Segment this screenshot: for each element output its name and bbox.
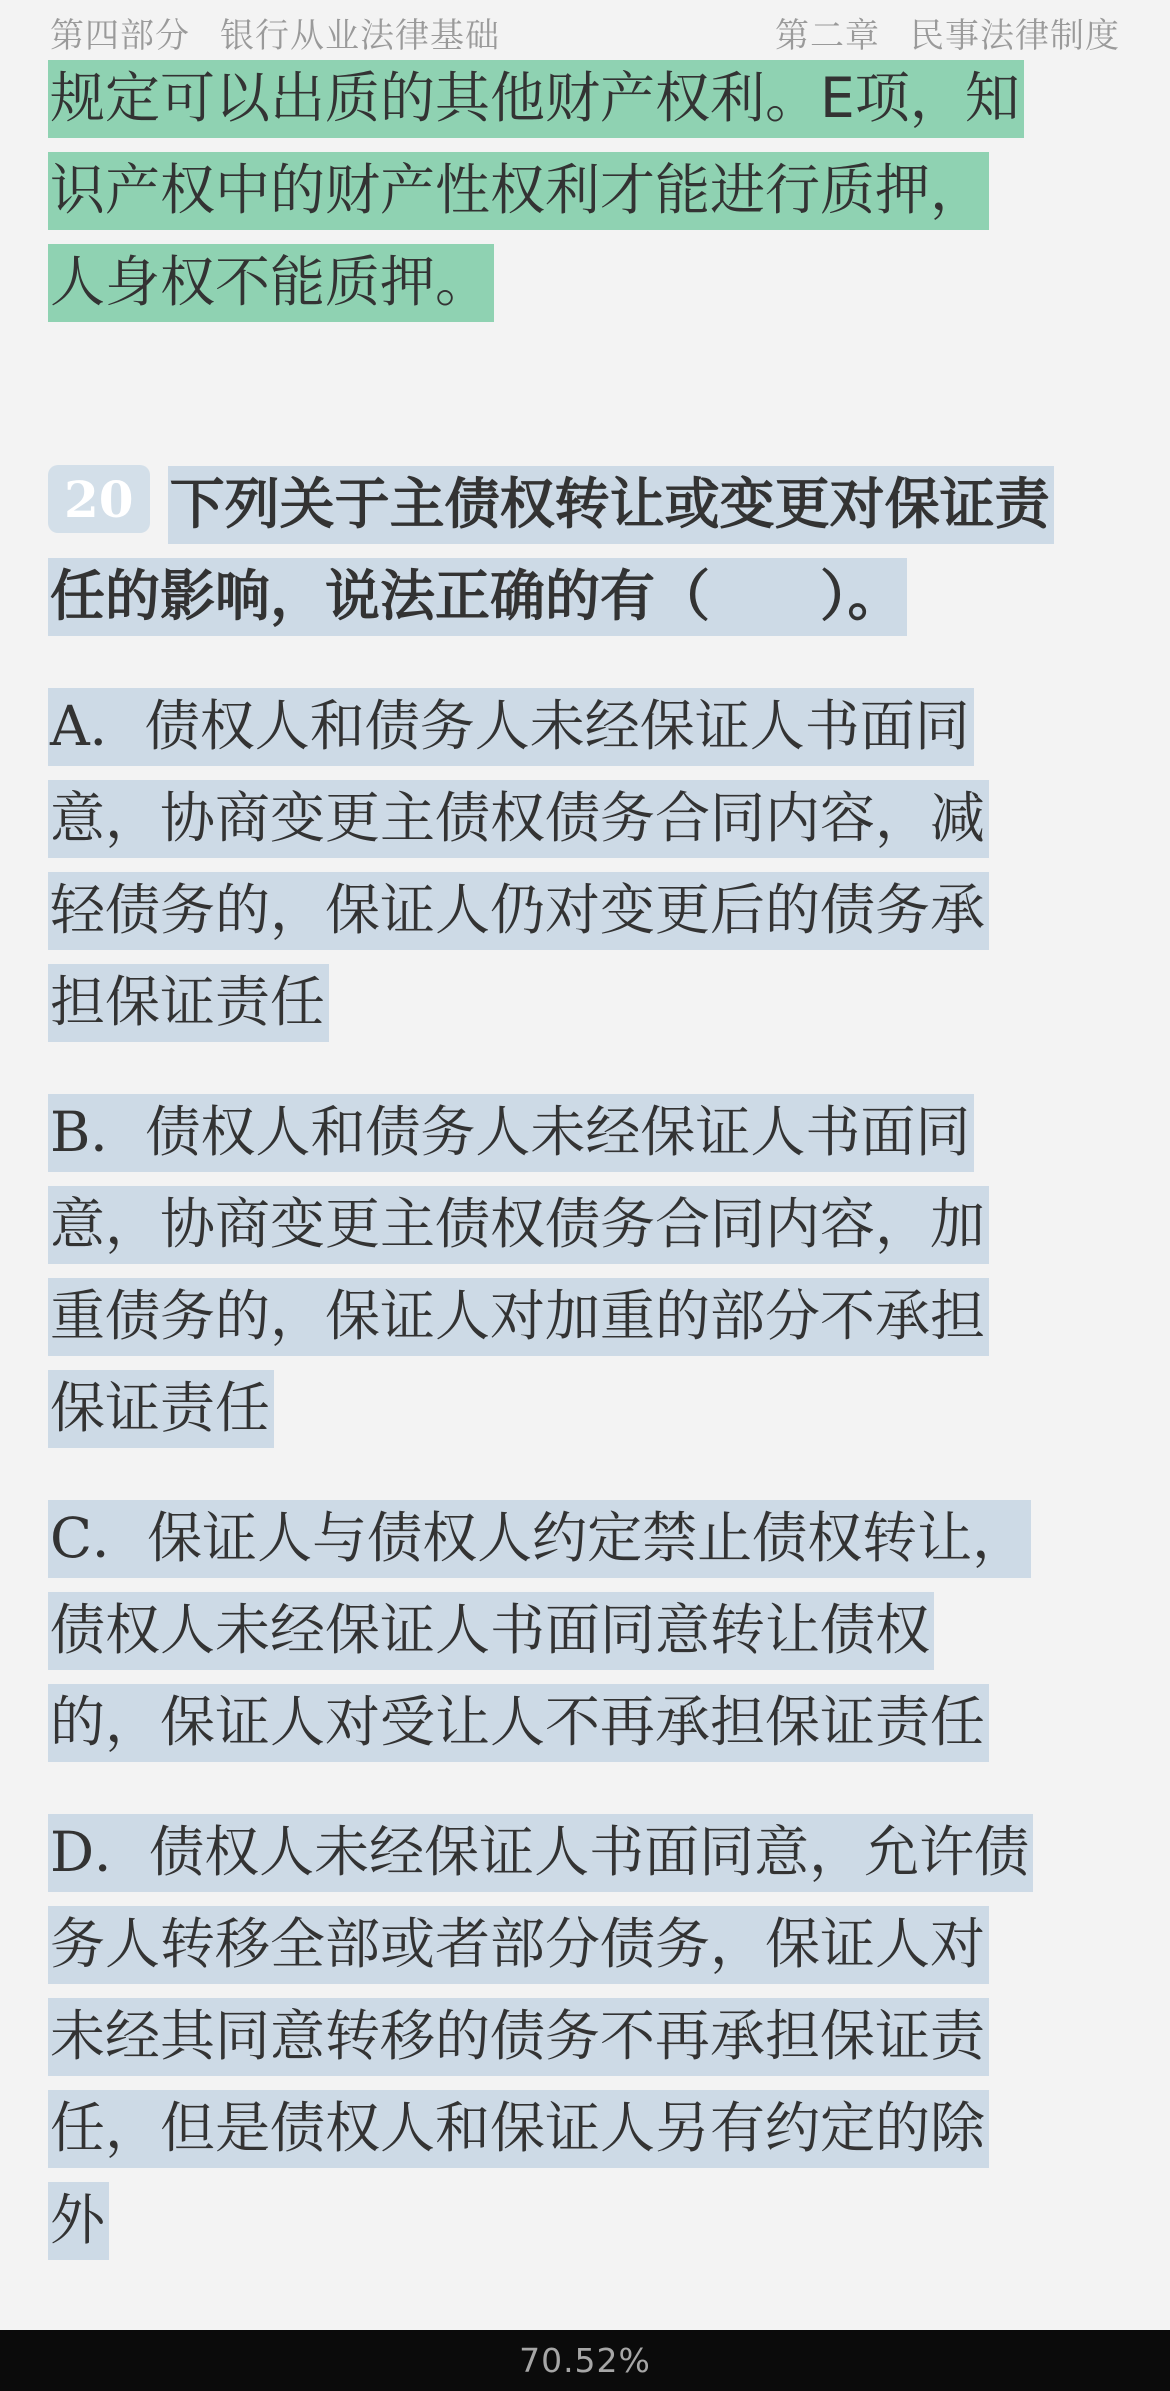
question-highlight[interactable] — [48, 466, 1054, 636]
option-b-highlight[interactable] — [48, 1094, 989, 1448]
option-line: 债权人未经保证人书面同意，允许债 — [149, 1820, 1030, 1884]
option-line: 未经其同意转移的债务不再承担保证责 — [50, 2004, 986, 2068]
header-chapter: 第二章 — [775, 16, 880, 56]
reading-progress-bar — [0, 2330, 1170, 2391]
option-line: 意，协商变更主债权债务合同内容，加 — [50, 1192, 986, 1256]
question-line: 下列关于主债权转让或变更对保证责 — [169, 472, 1050, 536]
option-letter: D． — [50, 1820, 150, 1884]
question-stem[interactable] — [48, 458, 1118, 642]
header-part: 第四部分 — [50, 16, 190, 56]
option-line: 债权人未经保证人书面同意转让债权 — [50, 1598, 931, 1662]
answer-line: 规定可以出质的其他财产权利。E项，知 — [50, 66, 1020, 130]
option-b[interactable] — [48, 1086, 1118, 1454]
option-line: 债权人和债务人未经保证人书面同 — [145, 1100, 971, 1164]
option-line: 任，但是债权人和保证人另有约定的除 — [50, 2096, 986, 2160]
option-line: 务人转移全部或者部分债务，保证人对 — [50, 1912, 986, 1976]
answer-highlight[interactable] — [48, 60, 1024, 322]
option-line: 重债务的，保证人对加重的部分不承担 — [50, 1284, 986, 1348]
option-letter: A． — [50, 694, 145, 758]
header-right — [775, 8, 1120, 57]
option-a[interactable] — [48, 680, 1118, 1048]
option-line: 的，保证人对受让人不再承担保证责任 — [50, 1690, 986, 1754]
option-d[interactable] — [48, 1806, 1118, 2266]
option-letter: B． — [50, 1100, 146, 1164]
option-c[interactable] — [48, 1492, 1118, 1768]
page-header — [0, 0, 1170, 60]
option-d-highlight[interactable] — [48, 1814, 1033, 2260]
option-line: 保证责任 — [50, 1376, 271, 1440]
option-line: 保证人与债权人约定禁止债权转让， — [147, 1506, 1028, 1570]
option-line: 意，协商变更主债权债务合同内容，减 — [50, 786, 986, 850]
question-number-badge: 20 — [48, 465, 150, 533]
option-line: 外 — [50, 2188, 106, 2252]
reading-progress-percent: 70.52% — [519, 2341, 651, 2380]
answer-line: 识产权中的财产性权利才能进行质押， — [50, 158, 986, 222]
answer-line: 人身权不能质押。 — [50, 250, 491, 314]
option-line: 轻债务的，保证人仍对变更后的债务承 — [50, 878, 986, 942]
previous-answer-text[interactable] — [48, 52, 1118, 328]
header-book-title: 银行从业法律基础 — [220, 16, 500, 56]
option-c-highlight[interactable] — [48, 1500, 1031, 1762]
question-line: 任的影响，说法正确的有（ ）。 — [50, 564, 903, 628]
option-line: 担保证责任 — [50, 970, 326, 1034]
reader-content[interactable] — [48, 52, 1118, 2266]
header-left — [50, 8, 500, 57]
option-letter: C． — [50, 1506, 148, 1570]
option-a-highlight[interactable] — [48, 688, 989, 1042]
header-chapter-title: 民事法律制度 — [910, 16, 1120, 56]
option-line: 债权人和债务人未经保证人书面同 — [144, 694, 970, 758]
